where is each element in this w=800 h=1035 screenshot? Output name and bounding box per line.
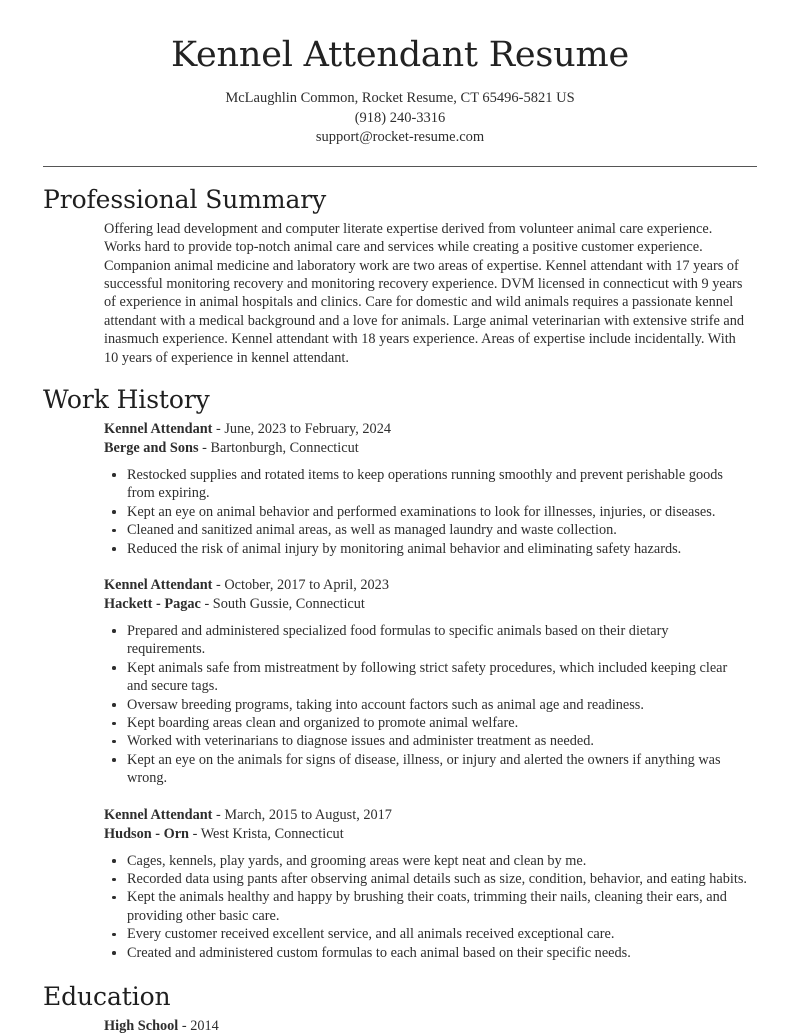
job-bullet: Kept boarding areas clean and organized to promote animal welfare. xyxy=(104,714,749,732)
job-bullet: Cages, kennels, play yards, and grooming areas were kept neat and clean by me. xyxy=(104,852,749,870)
job-company-line xyxy=(104,825,757,845)
job-bullet: Kept animals safe from mistreatment by following strict safety procedures, which included keeping clear and secure tags. xyxy=(104,659,749,696)
resume-content xyxy=(0,167,800,1035)
job-title-separator: - xyxy=(216,576,221,593)
job-title-line xyxy=(104,420,757,440)
job-bullet: Worked with veterinarians to diagnose issues and administer treatment as needed. xyxy=(104,732,749,750)
contact-address: McLaughlin Common, Rocket Resume, CT 65496-5821 US xyxy=(225,90,575,107)
section-heading-professional-summary: Professional Summary xyxy=(43,184,327,214)
job-title-line xyxy=(104,576,757,596)
job-title: Kennel Attendant xyxy=(104,806,213,823)
professional-summary-body xyxy=(43,220,757,367)
job-dates: March, 2015 to August, 2017 xyxy=(224,806,392,823)
work-history-entry xyxy=(104,420,757,558)
job-title-separator: - xyxy=(216,420,221,437)
job-bullet: Kept an eye on animal behavior and performed examinations to look for illnesses, injuries, or diseases. xyxy=(104,503,749,521)
job-company: Hudson - Orn xyxy=(104,826,190,843)
job-bullet: Kept the animals healthy and happy by brushing their coats, trimming their nails, cleaning their ears, and providing other basic care. xyxy=(104,888,749,925)
contact-phone: (918) 240-3316 xyxy=(354,109,446,126)
job-bullet: Recorded data using pants after observing animal details such as size, condition, behavior, and eating habits. xyxy=(104,870,749,888)
education-body xyxy=(43,1017,757,1035)
job-bullet-list xyxy=(104,466,757,558)
section-work-history xyxy=(43,367,757,962)
section-education xyxy=(43,964,757,1035)
job-location: South Gussie, Connecticut xyxy=(212,596,365,613)
education-year: 2014 xyxy=(190,1018,219,1035)
education-school: High School xyxy=(104,1018,179,1035)
job-bullet: Prepared and administered specialized food formulas to specific animals based on their dietary requirements. xyxy=(104,622,749,659)
job-company-separator: - xyxy=(192,826,198,843)
job-bullet: Reduced the risk of animal injury by monitoring animal behavior and eliminating safety hazards. xyxy=(104,540,749,558)
job-location: Bartonburgh, Connecticut xyxy=(210,440,359,457)
professional-summary-text: Offering lead development and computer literate expertise derived from volunteer animal care experience. Works hard to provide top-notch animal care and services while creating a positive customer experience. Companion animal medicine and laboratory work are two areas of expertise. Kennel attendant with 17 years of successful monitoring recovery and monitoring recovery experience. DVM licensed in connecticut with 9 years of experience in animal hospitals and clinics. Care for domestic and wild animals requires a passionate kennel attendant with a medical background and a love for animals. Large animal veterinarian with extensive strife and inasmuch experience. Kennel attendant with 18 years experience. Areas of expertise include incidentally. With 10 years of experience in kennel attendant. xyxy=(104,220,745,366)
job-company-separator: - xyxy=(204,596,210,613)
job-company: Hackett - Pagac xyxy=(104,596,201,613)
contact-email: support@rocket-resume.com xyxy=(315,129,485,146)
job-bullet: Kept an eye on the animals for signs of disease, illness, or injury and alerted the owners if anything was wrong. xyxy=(104,751,749,788)
job-company-line xyxy=(104,595,757,615)
job-title: Kennel Attendant xyxy=(104,420,213,437)
job-company-separator: - xyxy=(202,440,207,457)
work-history-body xyxy=(43,420,757,962)
job-bullet: Every customer received excellent service, and all animals received exceptional care. xyxy=(104,925,749,943)
job-bullet: Cleaned and sanitized animal areas, as well as managed laundry and waste collection. xyxy=(104,521,749,539)
section-professional-summary xyxy=(43,167,757,367)
job-company: Berge and Sons xyxy=(104,440,199,457)
education-separator: - xyxy=(181,1018,187,1035)
job-company-line xyxy=(104,439,757,459)
job-bullet: Restocked supplies and rotated items to keep operations running smoothly and prevent perishable goods from expiring. xyxy=(104,466,749,503)
job-location: West Krista, Connecticut xyxy=(200,826,344,843)
job-title-separator: - xyxy=(216,806,221,823)
job-bullet-list xyxy=(104,852,757,962)
job-title: Kennel Attendant xyxy=(104,576,213,593)
job-title-line xyxy=(104,806,757,826)
job-bullet-list xyxy=(104,622,757,788)
page-title: Kennel Attendant Resume xyxy=(171,35,629,75)
job-dates: June, 2023 to February, 2024 xyxy=(224,420,392,437)
job-bullet: Created and administered custom formulas to each animal based on their specific needs. xyxy=(104,944,749,962)
work-history-entry xyxy=(104,806,757,962)
work-history-entry xyxy=(104,576,757,788)
job-bullet: Oversaw breeding programs, taking into account factors such as animal age and readiness. xyxy=(104,696,749,714)
job-dates: October, 2017 to April, 2023 xyxy=(224,576,389,593)
section-heading-education: Education xyxy=(43,982,171,1012)
resume-header xyxy=(0,0,800,148)
section-heading-work-history: Work History xyxy=(43,384,210,414)
contact-block xyxy=(0,89,800,148)
education-entry xyxy=(104,1017,757,1035)
